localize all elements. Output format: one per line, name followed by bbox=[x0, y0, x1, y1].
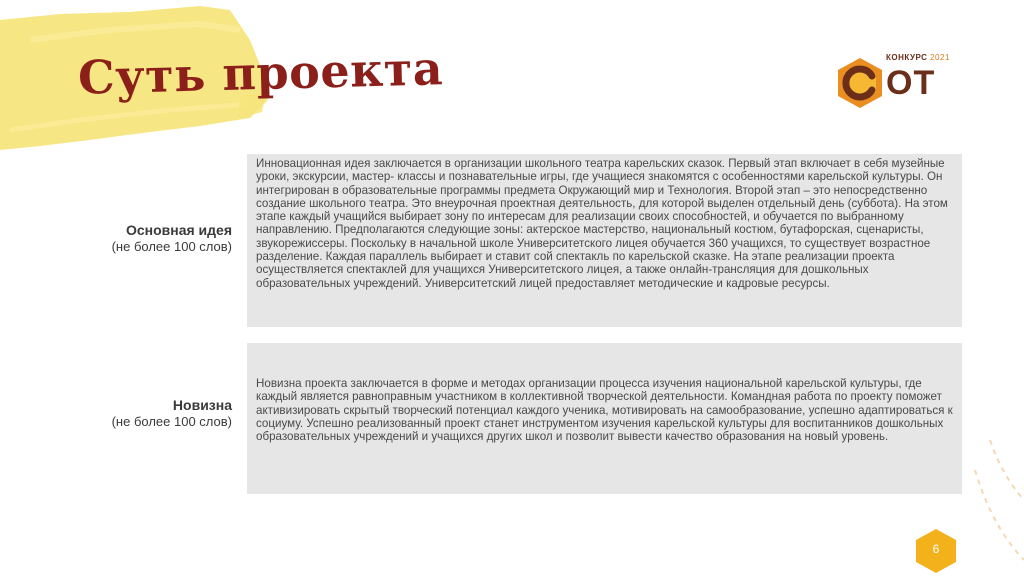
page-number-badge bbox=[913, 528, 959, 574]
main-idea-label bbox=[112, 222, 232, 254]
contest-year: 2021 bbox=[930, 53, 950, 62]
contest-label bbox=[886, 53, 950, 62]
main-idea-limit-note: (не более 100 слов) bbox=[111, 239, 232, 254]
novelty-heading: Новизна bbox=[172, 397, 232, 413]
page-number: 6 bbox=[932, 542, 940, 556]
novelty-text: Новизна проекта заключается в форме и методах организации процесса изучения национальной карельской культуры, где каждый является равноправным участником в коллективной творческой деятельности. Командная работа по проекту поможет активизировать скрытый творческий потенциал каждого ученика, мотивировать на самообразование, успешно адаптироваться к социуму. Успешно реализованный проект станет инструментом изучения карельской культуры для воспитанников дошкольных образовательных учреждений и учащихся других школ и позволит вывести качество образования на новый уровень. bbox=[256, 377, 953, 444]
novelty-label bbox=[112, 397, 232, 429]
contest-logo bbox=[832, 52, 962, 108]
novelty-text-box bbox=[247, 343, 962, 494]
logo-word: ОТ bbox=[886, 64, 936, 102]
main-idea-heading: Основная идея bbox=[125, 222, 232, 238]
honeycomb-logo-icon bbox=[832, 56, 888, 110]
slide-title: Суть проекта bbox=[77, 41, 444, 105]
novelty-limit-note: (не более 100 слов) bbox=[111, 414, 232, 429]
main-idea-text-box bbox=[247, 154, 962, 327]
contest-label-text: КОНКУРС bbox=[886, 53, 928, 62]
main-idea-text: Инновационная идея заключается в организации школьного театра карельских сказок. Первый этап включает в себя музейные уроки, экскурсии, мастер- классы и познавательные игры, где учащиеся знакомятся с особенностями карельской культуры. Он интегрирован в образовательные программы предмета Окружающий мир и Технология. Второй этап – это непосредственно создание школьного театра. Это внеурочная проектная деятельность, для которой выделен отдельный день (суббота). На этом этапе каждый учащийся выбирает зону по интересам для реализации своих способностей, и обучается по выбранному направлению. Предполагаются следующие зоны: актерское мастерство, национальный костюм, бутафорская, сценаристы, звукорежиссеры. Поскольку в начальной школе Университетского лицея обучается 360 учащихся, то существует возрастное разделение. Каждая параллель выбирает и ставит сой спектакль по карельской сказке. На этапе реализации проекта осуществляется спектаклей для учащихся Университетского лицея, а также онлайн-трансляция для дошкольных образовательных учреждений. Университетский лицей предоставляет методические и кадровые ресурсы. bbox=[256, 157, 948, 290]
